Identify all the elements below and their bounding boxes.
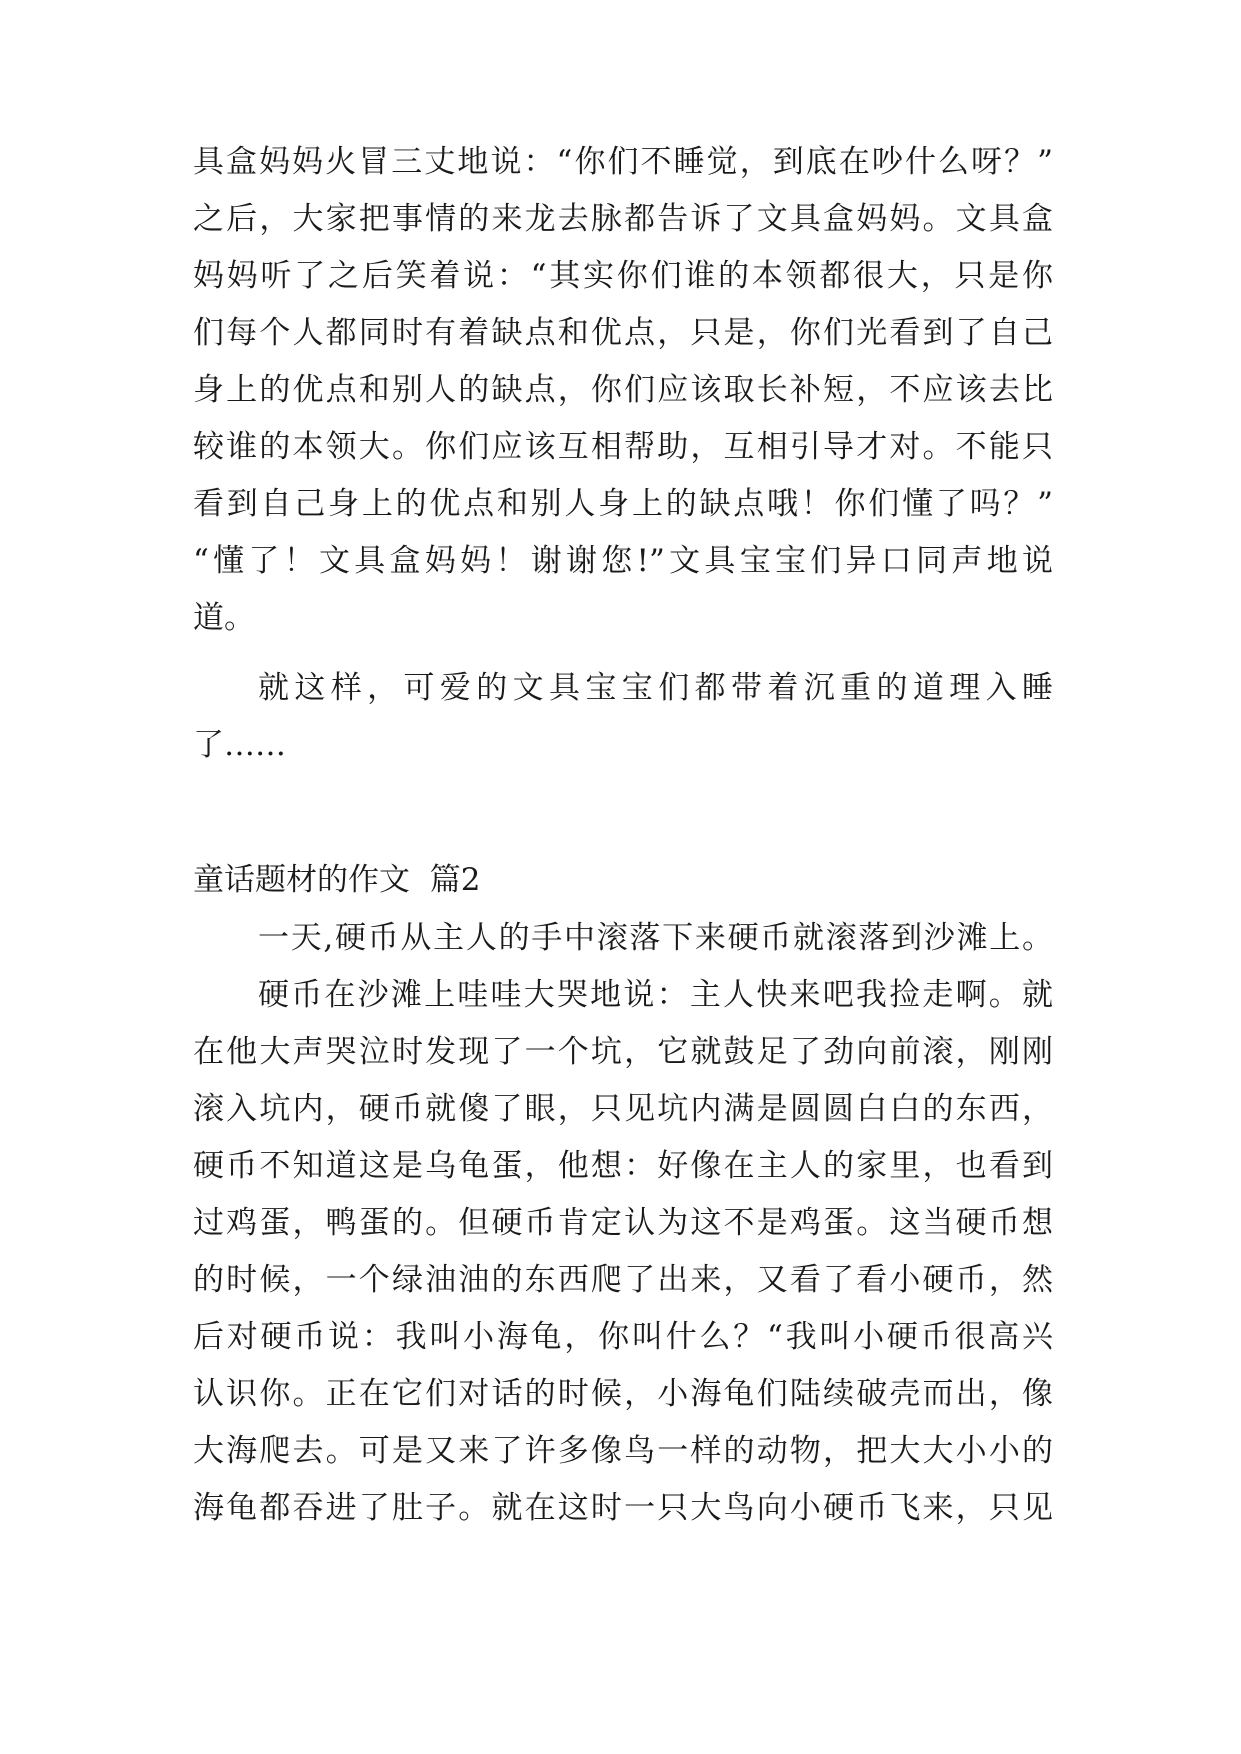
paragraph-line: 在他大声哭泣时发现了一个坑，它就鼓足了劲向前滚，刚刚 bbox=[193, 1034, 1053, 1070]
paragraph-line: 看到自己身上的优点和别人身上的缺点哦！你们懂了吗？” bbox=[193, 486, 1053, 522]
paragraph-line: “懂了！文具盒妈妈！谢谢您!”文具宝宝们异口同声地说 bbox=[193, 543, 1053, 579]
paragraph-line: 身上的优点和别人的缺点，你们应该取长补短，不应该去比 bbox=[193, 372, 1053, 408]
paragraph-line: 了…… bbox=[193, 727, 286, 763]
paragraph-line: 们每个人都同时有着缺点和优点，只是，你们光看到了自己 bbox=[193, 315, 1053, 351]
paragraph-line: 过鸡蛋，鸭蛋的。但硬币肯定认为这不是鸡蛋。这当硬币想 bbox=[193, 1205, 1053, 1241]
paragraph-line: 硬币不知道这是乌龟蛋，他想：好像在主人的家里，也看到 bbox=[193, 1148, 1053, 1184]
paragraph-line: 认识你。正在它们对话的时候，小海龟们陆续破壳而出，像 bbox=[193, 1376, 1053, 1412]
paragraph-line: 一天,硬币从主人的手中滚落下来硬币就滚落到沙滩上。 bbox=[258, 920, 1053, 956]
paragraph-line: 硬币在沙滩上哇哇大哭地说：主人快来吧我捡走啊。就 bbox=[258, 977, 1053, 1013]
paragraph-line: 的时候，一个绿油油的东西爬了出来，又看了看小硬币，然 bbox=[193, 1262, 1053, 1298]
paragraph-line: 妈妈听了之后笑着说：“其实你们谁的本领都很大，只是你 bbox=[193, 258, 1053, 294]
paragraph-line: 后对硬币说：我叫小海龟，你叫什么？“我叫小硬币很高兴 bbox=[193, 1319, 1053, 1355]
paragraph-line: 大海爬去。可是又来了许多像鸟一样的动物，把大大小小的 bbox=[193, 1433, 1053, 1469]
paragraph-line: 就这样，可爱的文具宝宝们都带着沉重的道理入睡 bbox=[258, 670, 1053, 706]
paragraph-line: 具盒妈妈火冒三丈地说：“你们不睡觉，到底在吵什么呀？” bbox=[193, 144, 1053, 180]
paragraph-line: 较谁的本领大。你们应该互相帮助，互相引导才对。不能只 bbox=[193, 429, 1053, 465]
paragraph-line: 海龟都吞进了肚子。就在这时一只大鸟向小硬币飞来，只见 bbox=[193, 1490, 1053, 1526]
paragraph-line: 道。 bbox=[193, 600, 255, 636]
section-heading: 童话题材的作文 篇2 bbox=[193, 862, 481, 898]
paragraph-line: 之后，大家把事情的来龙去脉都告诉了文具盒妈妈。文具盒 bbox=[193, 201, 1053, 237]
paragraph-line: 滚入坑内，硬币就傻了眼，只见坑内满是圆圆白白的东西， bbox=[193, 1091, 1053, 1127]
